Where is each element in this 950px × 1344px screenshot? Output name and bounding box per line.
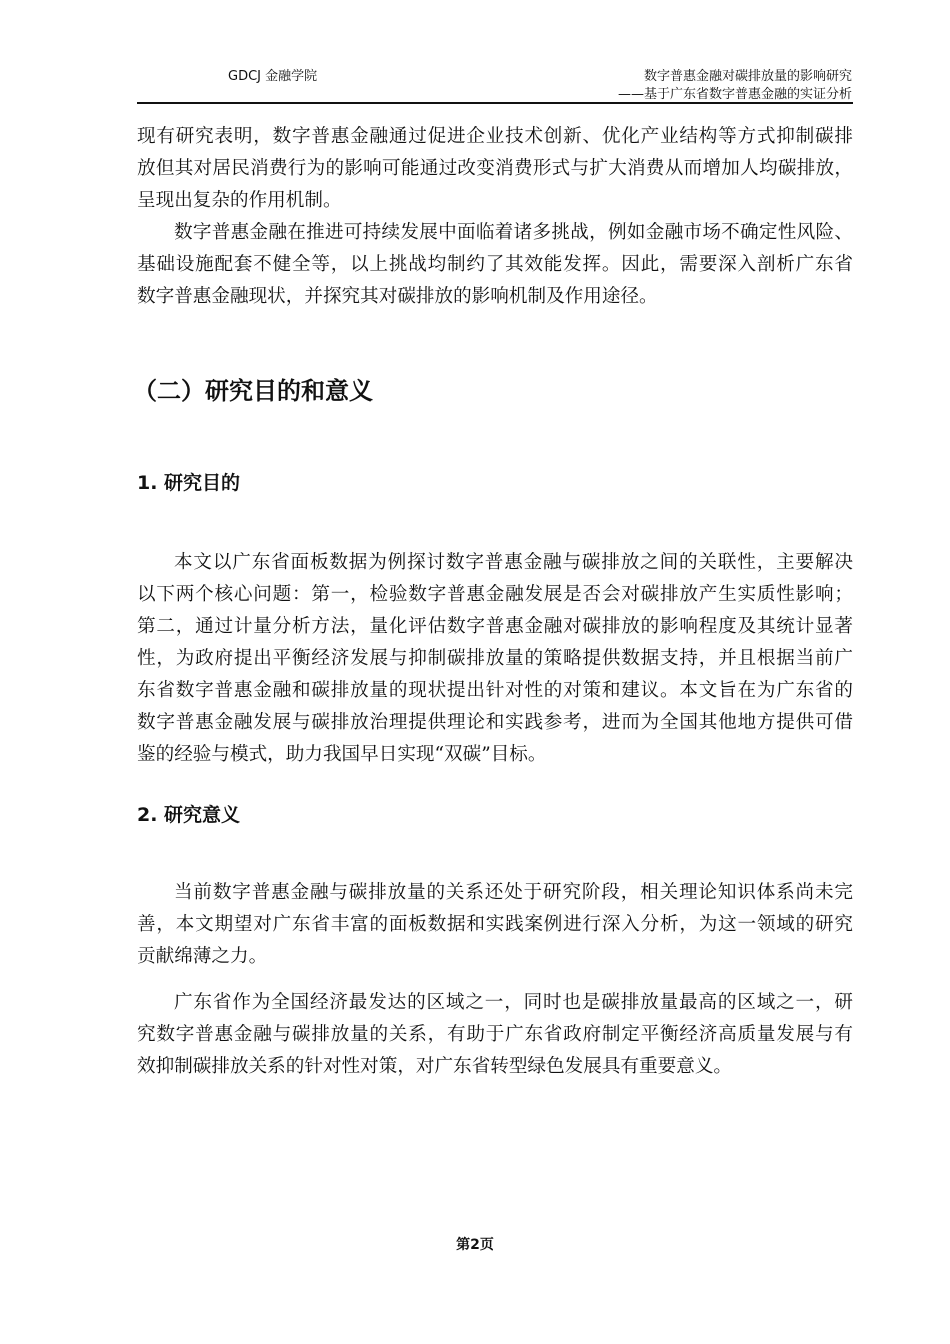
paragraph-line: 基础设施配套不健全等，以上挑战均制约了其效能发挥。因此，需要深入剖析广东省	[137, 254, 853, 275]
header-title: 数字普惠金融对碳排放量的影响研究	[643, 69, 852, 84]
paragraph-line: 善，本文期望对广东省丰富的面板数据和实践案例进行深入分析，为这一领域的研究	[137, 914, 853, 935]
paragraph-line: 第二，通过计量分析方法，量化评估数字普惠金融对碳排放的影响程度及其统计显著	[137, 616, 853, 637]
paragraph-line: 贡献绵薄之力。	[137, 946, 268, 967]
significance-heading: 2. 研究意义	[137, 804, 241, 826]
paragraph-line: 呈现出复杂的作用机制。	[137, 190, 342, 211]
page-number: 第2页	[456, 1237, 494, 1253]
paragraph-line: 鉴的经验与模式，助力我国早日实现“双碳”目标。	[137, 744, 547, 765]
header-rule	[137, 102, 853, 104]
paragraph-line: 当前数字普惠金融与碳排放量的关系还处于研究阶段，相关理论知识体系尚未完	[174, 882, 853, 903]
paragraph-line: 性，为政府提出平衡经济发展与抑制碳排放量的策略提供数据支持，并且根据当前广	[137, 648, 853, 669]
paragraph-line: 效抑制碳排放关系的针对性对策，对广东省转型绿色发展具有重要意义。	[137, 1056, 733, 1077]
purpose-heading: 1. 研究目的	[137, 472, 241, 494]
header-left: GDCJ 金融学院	[228, 69, 318, 84]
paragraph-line: 数字普惠金融在推进可持续发展中面临着诸多挑战，例如金融市场不确定性风险、	[174, 222, 853, 243]
paragraph-line: 东省数字普惠金融和碳排放量的现状提出针对性的对策和建议。本文旨在为广东省的	[137, 680, 853, 701]
section-heading: （二）研究目的和意义	[133, 377, 373, 405]
paragraph-line: 放但其对居民消费行为的影响可能通过改变消费形式与扩大消费从而增加人均碳排放，	[137, 158, 853, 179]
paragraph-line: 广东省作为全国经济最发达的区域之一，同时也是碳排放量最高的区域之一，研	[174, 992, 853, 1013]
paragraph-line: 以下两个核心问题：第一，检验数字普惠金融发展是否会对碳排放产生实质性影响；	[137, 584, 853, 605]
paragraph-line: 数字普惠金融发展与碳排放治理提供理论和实践参考，进而为全国其他地方提供可借	[137, 712, 853, 733]
paragraph-line: 现有研究表明，数字普惠金融通过促进企业技术创新、优化产业结构等方式抑制碳排	[137, 126, 853, 147]
header-subtitle: ——基于广东省数字普惠金融的实证分析	[617, 87, 852, 102]
paragraph-line: 数字普惠金融现状，并探究其对碳排放的影响机制及作用途径。	[137, 286, 658, 307]
paragraph-line: 究数字普惠金融与碳排放量的关系，有助于广东省政府制定平衡经济高质量发展与有	[137, 1024, 853, 1045]
paragraph-line: 本文以广东省面板数据为例探讨数字普惠金融与碳排放之间的关联性，主要解决	[174, 552, 853, 573]
